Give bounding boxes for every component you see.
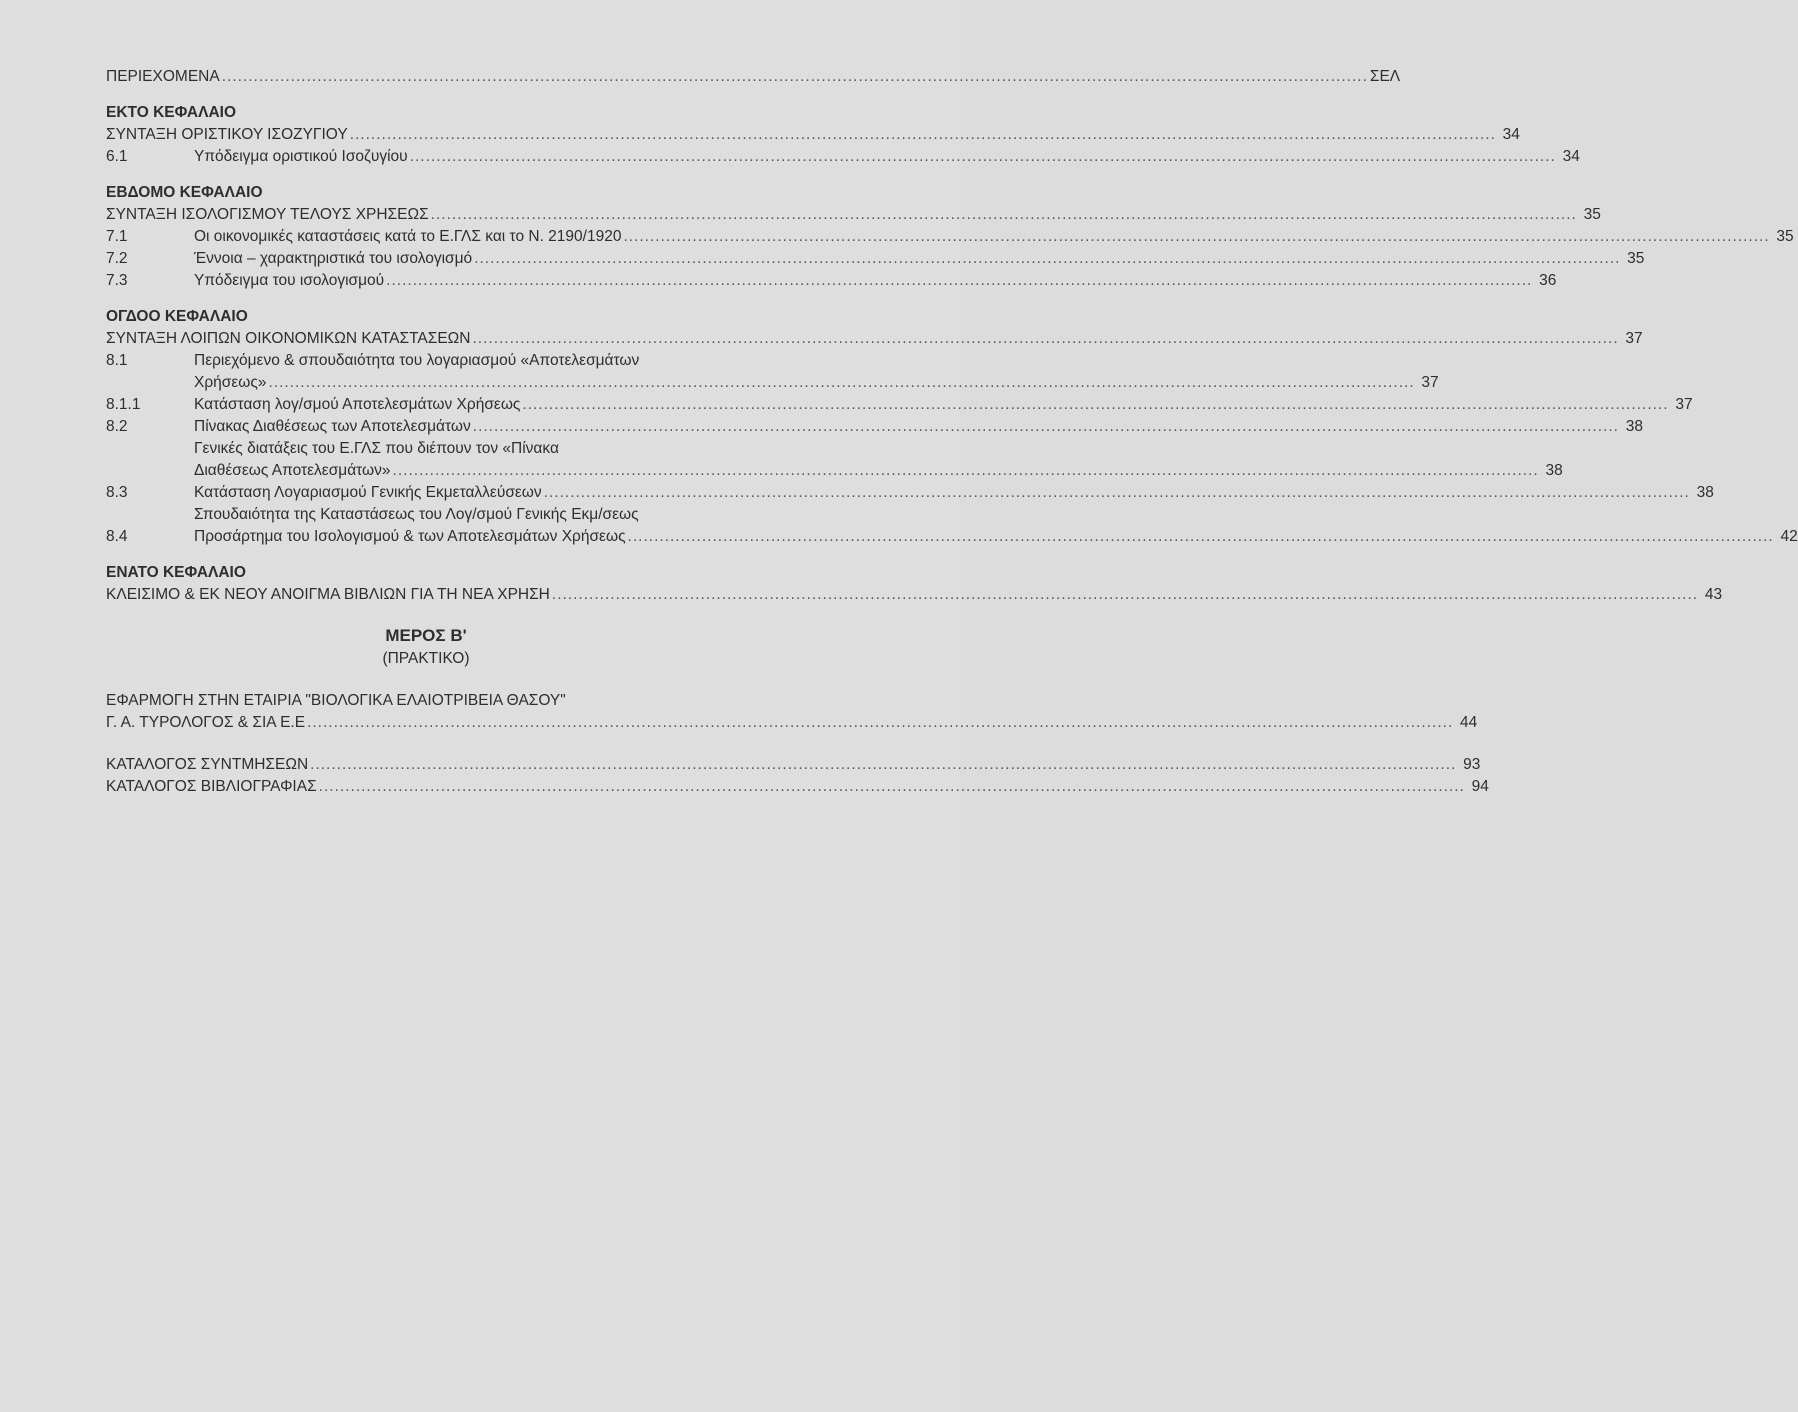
entry-number: 7.1 bbox=[106, 228, 128, 245]
entry-title: ΚΑΤΑΛΟΓΟΣ ΒΙΒΛΙΟΓΡΑΦΙΑΣ bbox=[106, 778, 317, 795]
dot-leader bbox=[222, 66, 1368, 88]
dot-leader bbox=[307, 712, 1453, 734]
entry-title: Έννοια – χαρακτηριστικά του ισολογισμό bbox=[194, 250, 473, 267]
toc-entry bbox=[106, 394, 1693, 416]
dot-leader bbox=[319, 776, 1465, 798]
entry-title: ΣΥΝΤΑΞΗ ΙΣΟΛΟΓΙΣΜΟΥ ΤΕΛΟΥΣ ΧΡΗΣΕΩΣ bbox=[106, 206, 429, 223]
entry-page: 42 bbox=[1780, 528, 1798, 545]
application-line-1: ΕΦΑΡΜΟΓΗ ΣΤΗΝ ΕΤΑΙΡΙΑ "ΒΙΟΛΟΓΙΚΑ ΕΛΑΙΟΤΡΙΒΕΙΑ ΘΑΣΟΥ" bbox=[106, 692, 566, 709]
entry-page: 36 bbox=[1539, 272, 1557, 289]
dot-leader bbox=[623, 226, 1769, 248]
entry-page: 44 bbox=[1460, 714, 1478, 731]
entry-page: 34 bbox=[1562, 148, 1580, 165]
application-line-2: Γ. Α. ΤΥΡΟΛΟΓΟΣ & ΣΙΑ Ε.Ε bbox=[106, 714, 306, 731]
entry-page: 94 bbox=[1471, 778, 1489, 795]
toc-entry bbox=[106, 350, 840, 372]
toc-header bbox=[106, 66, 1401, 88]
entry-number: 7.2 bbox=[106, 250, 128, 267]
toc-entry bbox=[106, 226, 1794, 248]
toc-entry bbox=[106, 482, 1714, 504]
dot-leader bbox=[473, 416, 1619, 438]
entry-number: 8.2 bbox=[106, 418, 128, 435]
entry-title: Περιεχόμενο & σπουδαιότητα του λογαριασμού «Αποτελεσμάτων bbox=[194, 352, 640, 369]
toc-entry bbox=[106, 248, 1645, 270]
entry-title: Κατάσταση λογ/σμού Αποτελεσμάτων Χρήσεως bbox=[194, 396, 521, 413]
dot-leader bbox=[310, 754, 1456, 776]
entry-page: 37 bbox=[1625, 330, 1643, 347]
toc-entry-continuation bbox=[106, 504, 840, 526]
table-of-contents bbox=[106, 66, 1798, 798]
entry-title: Πίνακας Διαθέσεως των Αποτελεσμάτων bbox=[194, 418, 471, 435]
entry-number: 7.3 bbox=[106, 272, 128, 289]
toc-entry-continuation bbox=[106, 372, 1439, 394]
entry-title: Υπόδειγμα οριστικού Ισοζυγίου bbox=[194, 148, 408, 165]
dot-leader bbox=[552, 584, 1698, 606]
entry-number: 8.1 bbox=[106, 352, 128, 369]
dot-leader bbox=[628, 526, 1774, 548]
toc-entry bbox=[106, 438, 840, 460]
dot-leader bbox=[393, 460, 1539, 482]
entry-title: ΣΥΝΤΑΞΗ ΛΟΙΠΩΝ ΟΙΚΟΝΟΜΙΚΩΝ ΚΑΤΑΣΤΑΣΕΩΝ bbox=[106, 330, 471, 347]
entry-page: 37 bbox=[1421, 374, 1439, 391]
chapter-7-heading: ΕΒΔΟΜΟ ΚΕΦΑΛΑΙΟ bbox=[106, 184, 263, 201]
entry-number: 8.3 bbox=[106, 484, 128, 501]
entry-title-continued: Διαθέσεως Αποτελεσμάτων» bbox=[194, 462, 391, 479]
toc-entry-continuation bbox=[106, 460, 1563, 482]
entry-page: 34 bbox=[1502, 126, 1520, 143]
part-b-title: ΜΕΡΟΣ Β' bbox=[385, 626, 467, 645]
entry-page: 38 bbox=[1625, 418, 1643, 435]
entry-title: ΣΥΝΤΑΞΗ ΟΡΙΣΤΙΚΟΥ ΙΣΟΖΥΓΙΟΥ bbox=[106, 126, 348, 143]
toc-entry bbox=[106, 754, 1481, 776]
entry-page: 38 bbox=[1696, 484, 1714, 501]
entry-title: Κατάσταση Λογαριασμού Γενικής Εκμεταλλεύσεων bbox=[194, 484, 542, 501]
toc-entry bbox=[106, 328, 1643, 350]
entry-page: 35 bbox=[1627, 250, 1645, 267]
dot-leader bbox=[472, 328, 1618, 350]
toc-title: ΠΕΡΙΕΧΟΜΕΝΑ bbox=[106, 68, 220, 85]
toc-entry bbox=[106, 776, 1489, 798]
toc-entry bbox=[106, 146, 1580, 168]
dot-leader bbox=[431, 204, 1577, 226]
part-b-subtitle: (ΠΡΑΚΤΙΚΟ) bbox=[382, 650, 470, 667]
entry-number: 8.1.1 bbox=[106, 396, 141, 413]
entry-number: 6.1 bbox=[106, 148, 128, 165]
chapter-8-heading: ΟΓΔΟΟ ΚΕΦΑΛΑΙΟ bbox=[106, 308, 248, 325]
toc-entry bbox=[106, 270, 1557, 292]
entry-page: 43 bbox=[1704, 586, 1723, 603]
application-title bbox=[106, 690, 840, 712]
dot-leader bbox=[474, 248, 1620, 270]
entry-title: Προσάρτημα του Ισολογισμού & των Αποτελεσμάτων Χρήσεως bbox=[194, 528, 626, 545]
entry-page: 38 bbox=[1545, 462, 1563, 479]
toc-entry bbox=[106, 204, 1601, 226]
toc-entry bbox=[106, 712, 1478, 734]
entry-title: ΚΑΤΑΛΟΓΟΣ ΣΥΝΤΜΗΣΕΩΝ bbox=[106, 756, 309, 773]
dot-leader bbox=[410, 146, 1556, 168]
dot-leader bbox=[386, 270, 1532, 292]
entry-page: 35 bbox=[1583, 206, 1601, 223]
toc-entry bbox=[106, 526, 1798, 548]
entry-title-continued: Χρήσεως» bbox=[194, 374, 267, 391]
entry-page: 37 bbox=[1675, 396, 1693, 413]
entry-number: 8.4 bbox=[106, 528, 128, 545]
dot-leader bbox=[522, 394, 1668, 416]
toc-entry bbox=[106, 124, 1520, 146]
entry-title: Υπόδειγμα του ισολογισμού bbox=[194, 272, 385, 289]
chapter-9-heading: ΕΝΑΤΟ ΚΕΦΑΛΑΙΟ bbox=[106, 564, 246, 581]
chapter-6-heading: ΕΚΤΟ ΚΕΦΑΛΑΙΟ bbox=[106, 104, 237, 121]
entry-title-continued: Σπουδαιότητα της Καταστάσεως του Λογ/σμού Γενικής Εκμ/σεως bbox=[194, 506, 639, 523]
page-column-label: ΣΕΛ bbox=[1369, 68, 1401, 85]
dot-leader bbox=[350, 124, 1496, 146]
entry-title: Οι οικονομικές καταστάσεις κατά το Ε.ΓΛΣ και το Ν. 2190/1920 bbox=[194, 228, 622, 245]
toc-entry bbox=[106, 584, 1723, 606]
entry-title: ΚΛΕΙΣΙΜΟ & ΕΚ ΝΕΟΥ ΑΝΟΙΓΜΑ ΒΙΒΛΙΩΝ ΓΙΑ ΤΗ ΝΕΑ ΧΡΗΣΗ bbox=[106, 586, 550, 603]
entry-title: Γενικές διατάξεις του Ε.ΓΛΣ που διέπουν τον «Πίνακα bbox=[194, 440, 559, 457]
dot-leader bbox=[268, 372, 1414, 394]
entry-page: 35 bbox=[1776, 228, 1794, 245]
dot-leader bbox=[544, 482, 1690, 504]
toc-entry bbox=[106, 416, 1643, 438]
entry-page: 93 bbox=[1463, 756, 1481, 773]
